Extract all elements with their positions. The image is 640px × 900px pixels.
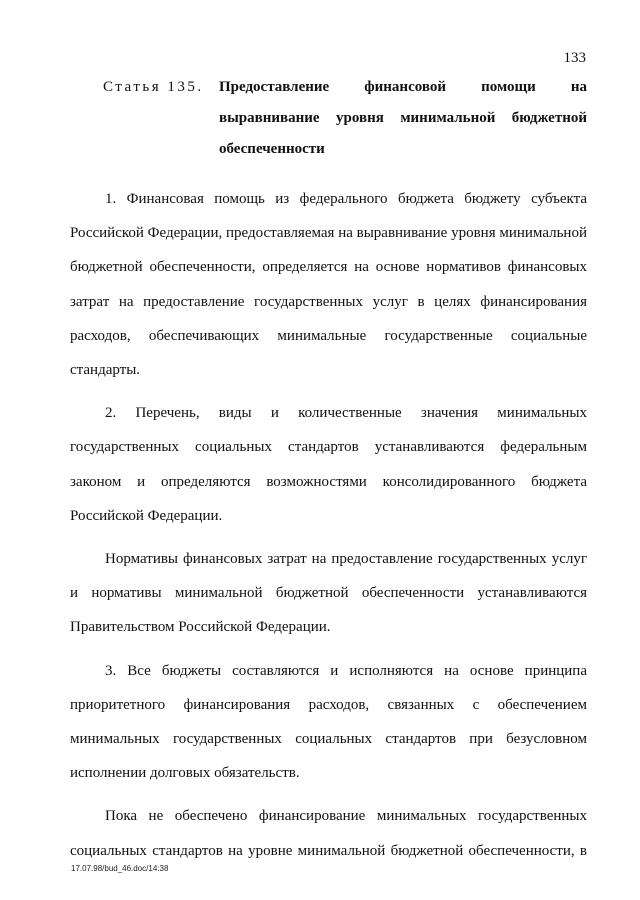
footer-doc-code: 17.07.98/bud_46.doc/14:38 xyxy=(71,864,169,873)
paragraph-5: Пока не обеспечено финансирование минимальных государственных социальных стандартов на уровне минимальной бюджетной обеспеченности, в xyxy=(70,808,587,859)
article-label: Статья 135. xyxy=(103,79,204,95)
paragraph-3: Нормативы финансовых затрат на предоставление государственных услуг и нормативы минимальной бюджетной обеспеченности устанавливаются Правительством Российской Федерации. xyxy=(70,551,587,636)
article-heading xyxy=(103,72,587,165)
article-title: Предоставление финансовой помощи на выравнивание уровня минимальной бюджетной обеспеченности xyxy=(219,79,587,157)
paragraph-1: 1. Финансовая помощь из федерального бюджета бюджету субъекта Российской Федерации, предоставляемая на выравнивание уровня минимальной бюджетной обеспеченности, определяется на основе нормативов финансовых затрат на предоставление государственных услуг в целях финансирования расходов, обеспечивающих минимальные государственные социальные стандарты. xyxy=(70,191,587,379)
page-number: 133 xyxy=(563,50,586,66)
paragraph-2: 2. Перечень, виды и количественные значения минимальных государственных социальных стандартов устанавливаются федеральным законом и определяются возможностями консолидированного бюджета Российской Федерации. xyxy=(70,405,587,524)
paragraph-4: 3. Все бюджеты составляются и исполняются на основе принципа приоритетного финансирования расходов, связанных с обеспечением минимальных государственных социальных стандартов при безусловном исполнении долговых обязательств. xyxy=(70,662,587,782)
article-body xyxy=(70,182,587,868)
